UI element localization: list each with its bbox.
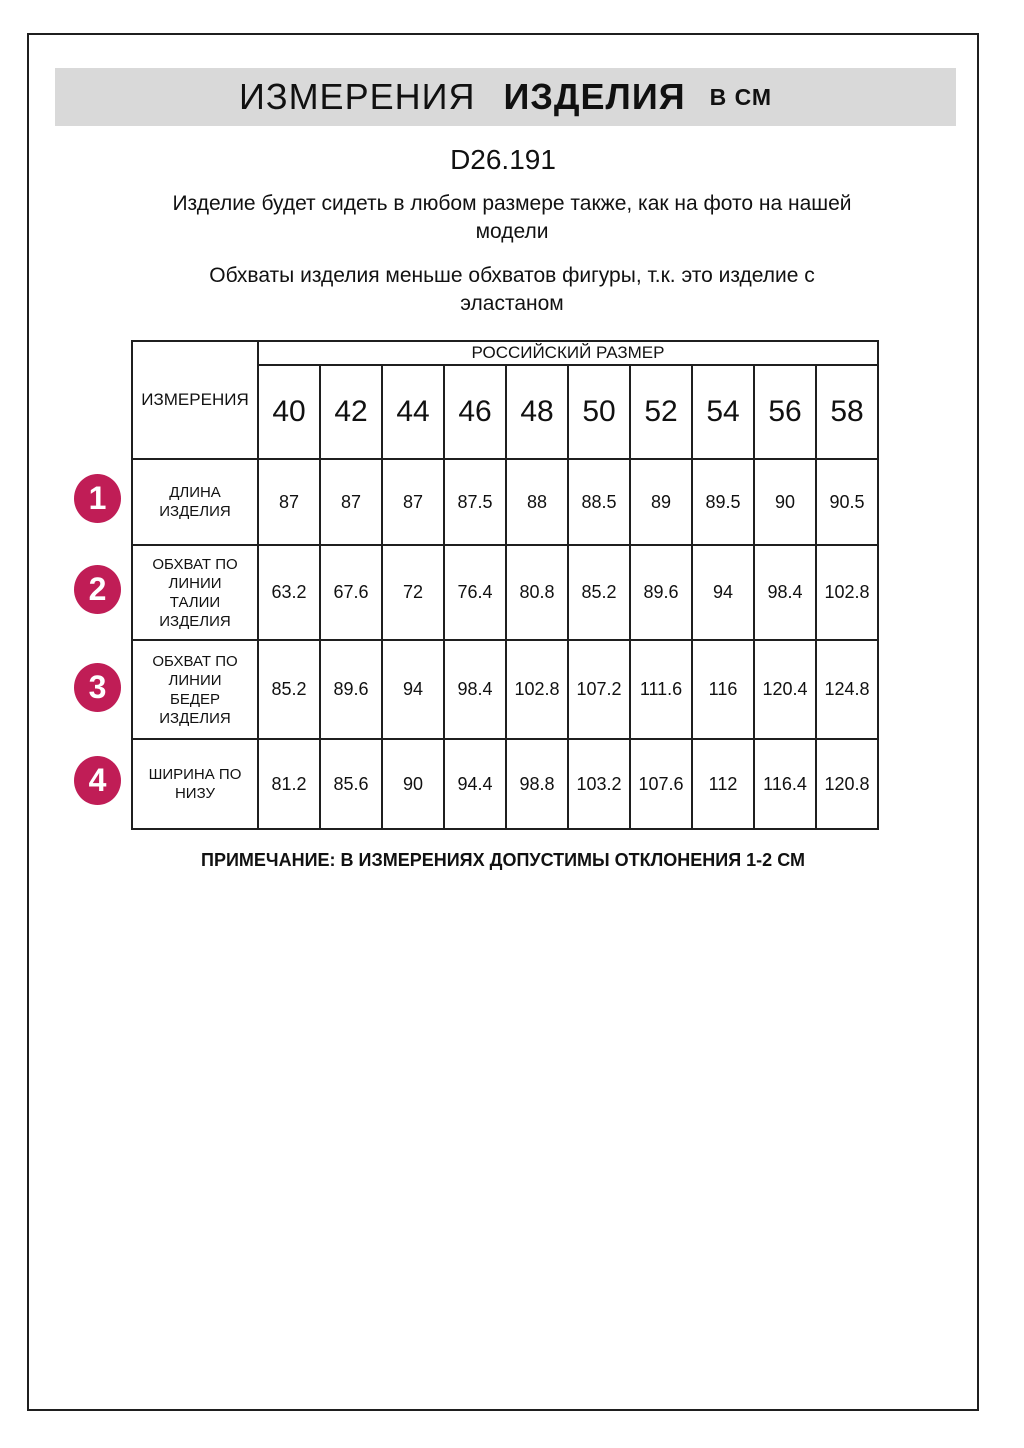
size-cell: 56 xyxy=(754,365,816,459)
value-cell: 98.4 xyxy=(444,640,506,739)
value-cell: 85.6 xyxy=(320,739,382,829)
badge-number: 3 xyxy=(88,669,107,705)
measure-number-badge-1 xyxy=(74,474,121,523)
value-cell: 76.4 xyxy=(444,545,506,640)
value-cell: 80.8 xyxy=(506,545,568,640)
measurements-table xyxy=(131,340,879,830)
value-cell: 89.6 xyxy=(630,545,692,640)
row-label: ДЛИНА ИЗДЕЛИЯ xyxy=(132,459,258,545)
value-cell: 90 xyxy=(382,739,444,829)
value-cell: 112 xyxy=(692,739,754,829)
value-cell: 116.4 xyxy=(754,739,816,829)
badge-number: 2 xyxy=(88,571,107,607)
value-cell: 94.4 xyxy=(444,739,506,829)
value-cell: 98.8 xyxy=(506,739,568,829)
size-cell: 50 xyxy=(568,365,630,459)
page-title-unit: В СМ xyxy=(709,83,773,110)
value-cell: 120.8 xyxy=(816,739,878,829)
table-row-bottom-width xyxy=(132,739,878,829)
title-band xyxy=(55,68,956,126)
size-cell: 48 xyxy=(506,365,568,459)
table-row-length xyxy=(132,459,878,545)
row-label: ОБХВАТ ПО ЛИНИИ БЕДЕР ИЗДЕЛИЯ xyxy=(132,640,258,739)
value-cell: 89 xyxy=(630,459,692,545)
value-cell: 87 xyxy=(382,459,444,545)
value-cell: 89.5 xyxy=(692,459,754,545)
page-title-word2: ИЗДЕЛИЯ xyxy=(503,76,686,117)
corner-header-cell: ИЗМЕРЕНИЯ xyxy=(132,341,258,459)
value-cell: 107.6 xyxy=(630,739,692,829)
value-cell: 94 xyxy=(692,545,754,640)
value-cell: 90.5 xyxy=(816,459,878,545)
row-label: ОБХВАТ ПО ЛИНИИ ТАЛИИ ИЗДЕЛИЯ xyxy=(132,545,258,640)
size-cell: 42 xyxy=(320,365,382,459)
value-cell: 88.5 xyxy=(568,459,630,545)
intro-line-elastane: Обхваты изделия меньше обхватов фигуры, т.к. это изделие с эластаном xyxy=(209,264,815,315)
badge-number: 1 xyxy=(88,480,107,516)
size-cell: 44 xyxy=(382,365,444,459)
value-cell: 90 xyxy=(754,459,816,545)
value-cell: 87.5 xyxy=(444,459,506,545)
value-cell: 103.2 xyxy=(568,739,630,829)
value-cell: 111.6 xyxy=(630,640,692,739)
value-cell: 94 xyxy=(382,640,444,739)
value-cell: 107.2 xyxy=(568,640,630,739)
value-cell: 89.6 xyxy=(320,640,382,739)
value-cell: 87 xyxy=(320,459,382,545)
value-cell: 81.2 xyxy=(258,739,320,829)
value-cell: 116 xyxy=(692,640,754,739)
table-row-group-header xyxy=(132,341,878,365)
russian-size-header-cell: РОССИЙСКИЙ РАЗМЕР xyxy=(258,341,878,365)
value-cell: 85.2 xyxy=(258,640,320,739)
value-cell: 72 xyxy=(382,545,444,640)
tolerance-note: ПРИМЕЧАНИЕ: В ИЗМЕРЕНИЯХ ДОПУСТИМЫ ОТКЛОНЕНИЯ 1-2 СМ xyxy=(201,850,805,870)
value-cell: 124.8 xyxy=(816,640,878,739)
value-cell: 87 xyxy=(258,459,320,545)
value-cell: 63.2 xyxy=(258,545,320,640)
row-label: ШИРИНА ПО НИЗУ xyxy=(132,739,258,829)
table-row-hips xyxy=(132,640,878,739)
size-cell: 46 xyxy=(444,365,506,459)
badge-number: 4 xyxy=(88,762,107,798)
value-cell: 88 xyxy=(506,459,568,545)
model-number: D26.191 xyxy=(450,144,556,175)
intro-line-fit: Изделие будет сидеть в любом размере также, как на фото на нашей модели xyxy=(172,192,852,243)
value-cell: 98.4 xyxy=(754,545,816,640)
size-cell: 40 xyxy=(258,365,320,459)
size-cell: 58 xyxy=(816,365,878,459)
size-cell: 52 xyxy=(630,365,692,459)
value-cell: 102.8 xyxy=(506,640,568,739)
measure-number-badge-4 xyxy=(74,756,121,805)
page-title-word1: ИЗМЕРЕНИЯ xyxy=(238,76,476,117)
value-cell: 102.8 xyxy=(816,545,878,640)
value-cell: 85.2 xyxy=(568,545,630,640)
table-row-waist xyxy=(132,545,878,640)
size-cell: 54 xyxy=(692,365,754,459)
value-cell: 120.4 xyxy=(754,640,816,739)
measure-number-badge-3 xyxy=(74,663,121,712)
value-cell: 67.6 xyxy=(320,545,382,640)
measure-number-badge-2 xyxy=(74,565,121,614)
